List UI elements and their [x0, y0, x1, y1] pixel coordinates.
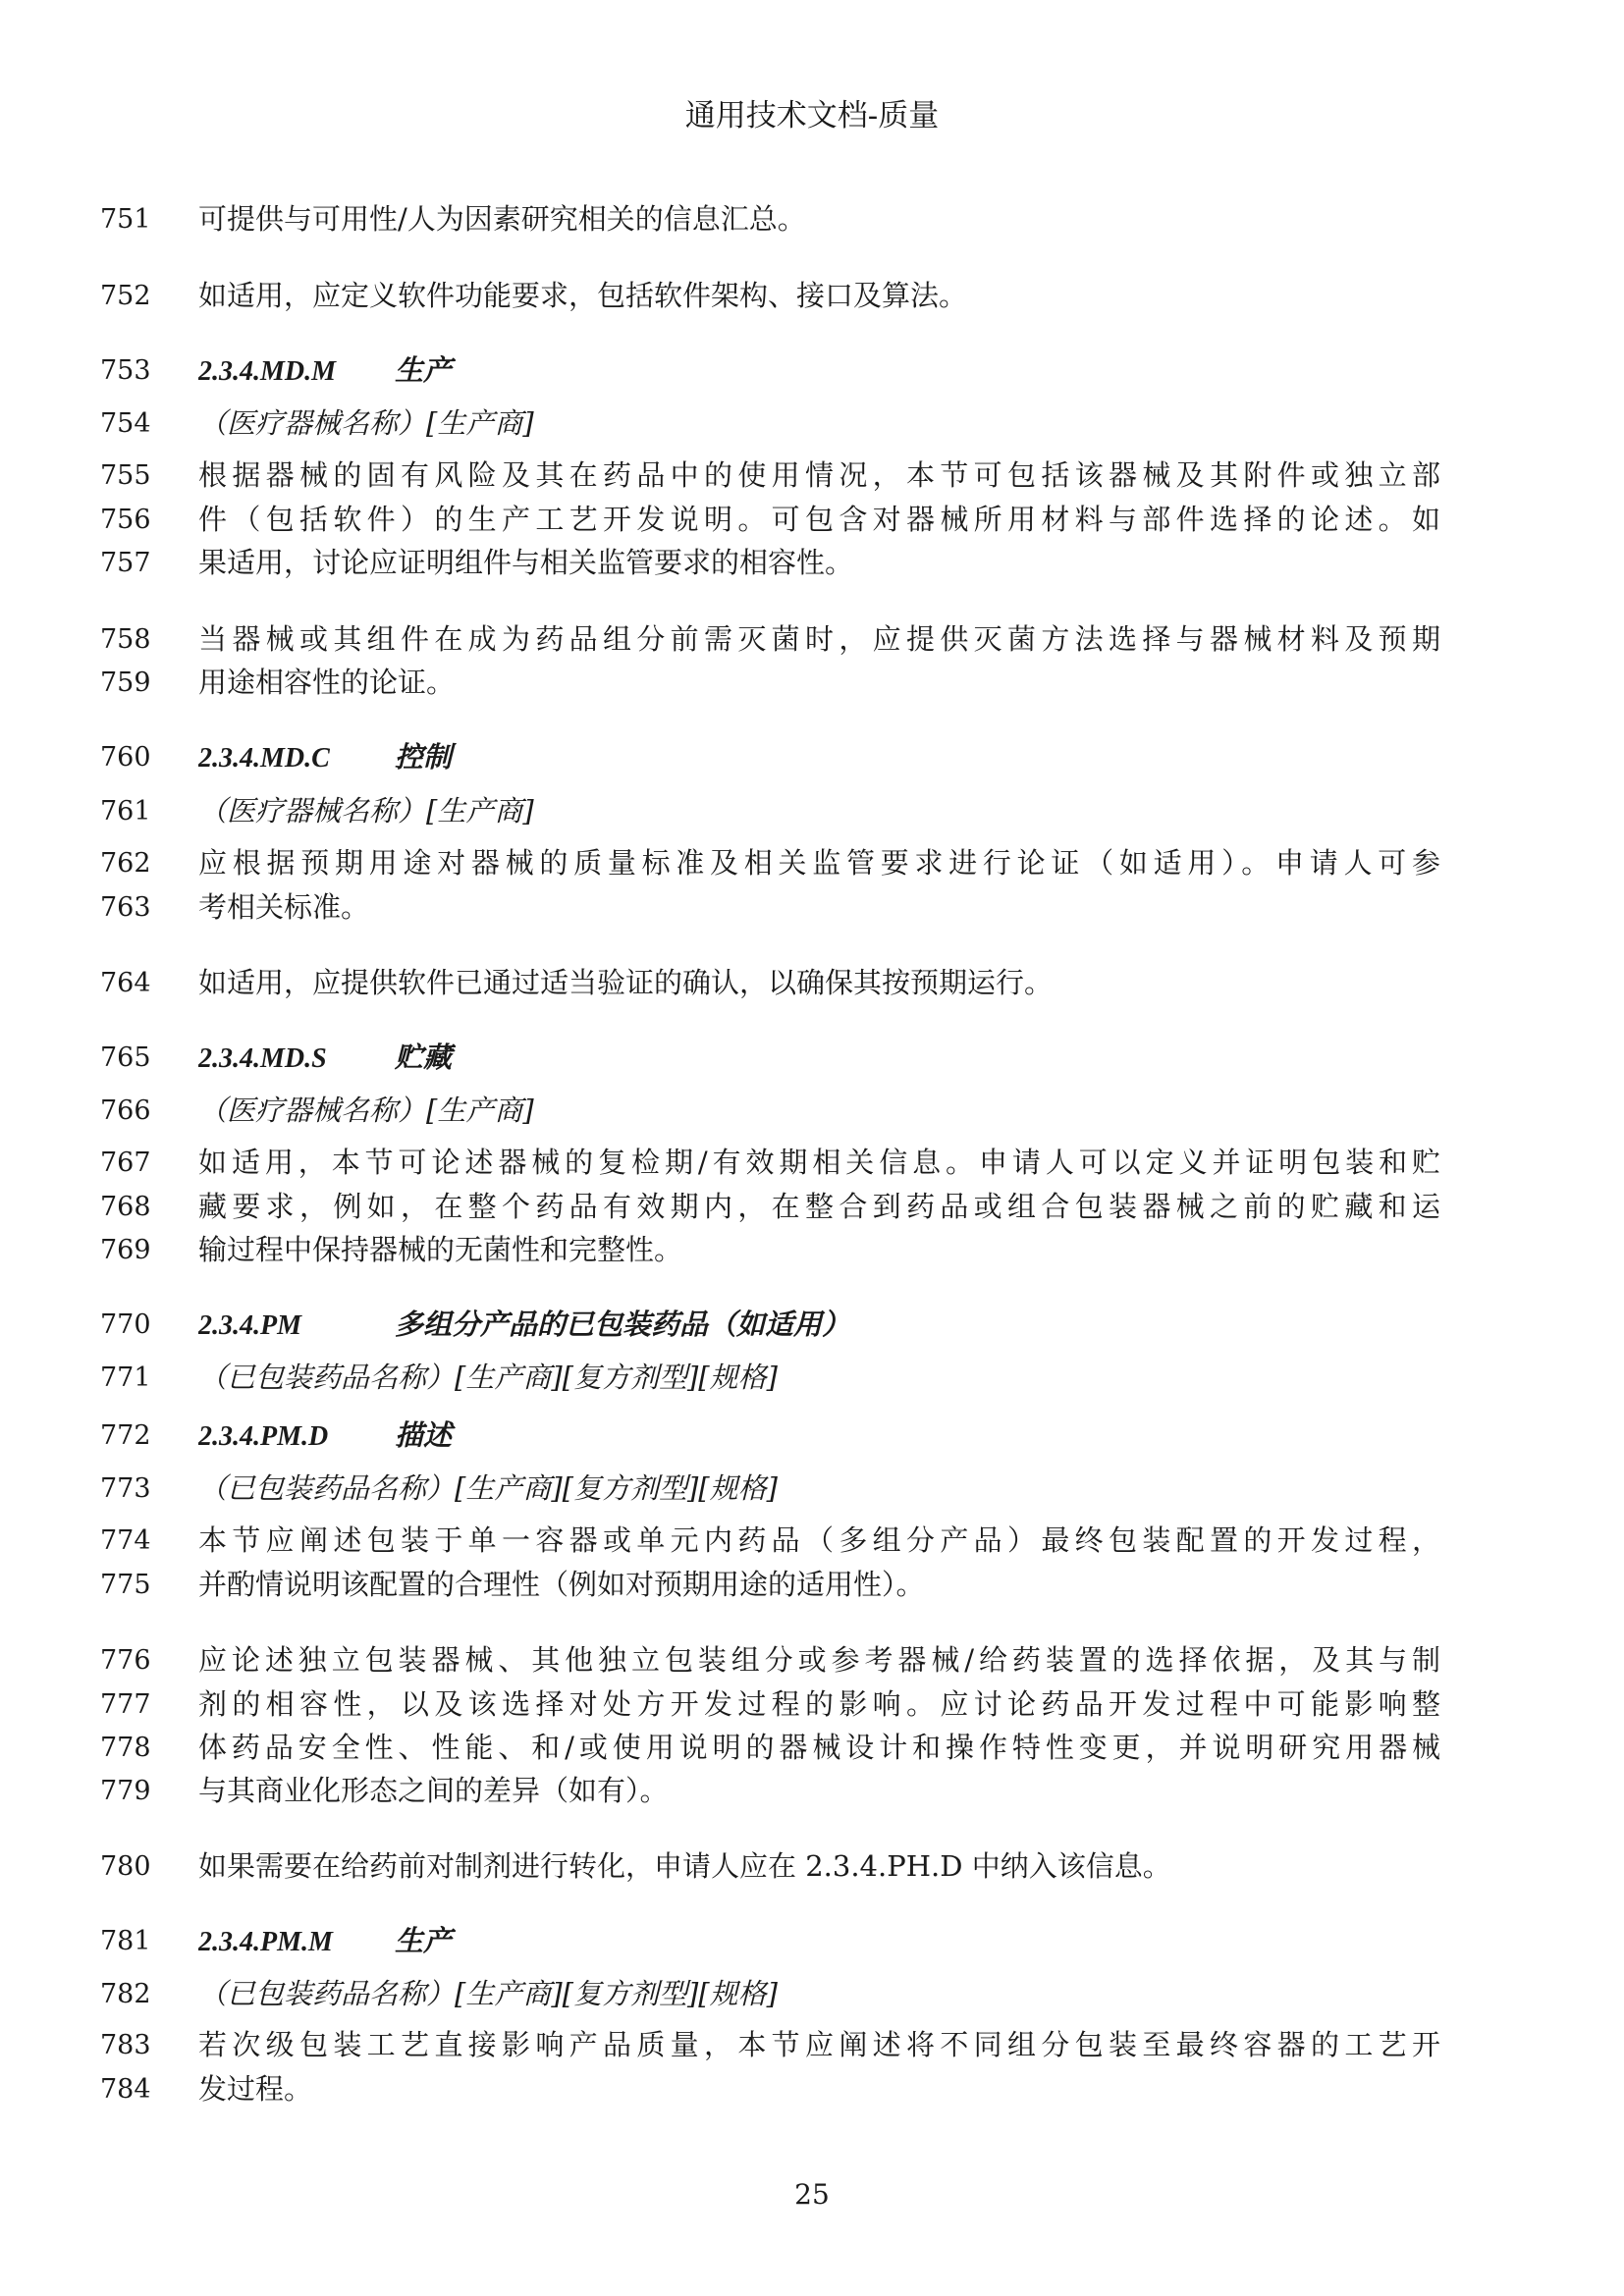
body-text-line: 果适用，讨论应证明组件与相关监管要求的相容性。: [198, 546, 854, 579]
line-number: 765: [100, 1042, 151, 1073]
section-heading: [198, 1415, 1440, 1457]
line-number: 779: [100, 1776, 151, 1806]
line-number: 761: [100, 796, 151, 827]
source-note: （已包装药品名称）[生产商][复方剂型][规格]: [198, 1471, 778, 1505]
line-number: 757: [100, 548, 151, 578]
source-note: （已包装药品名称）[生产商][复方剂型][规格]: [198, 1361, 778, 1394]
line-number: 759: [100, 667, 151, 698]
line-number: 783: [100, 2030, 151, 2060]
section-title: 生产: [395, 1924, 453, 1957]
line-number: 771: [100, 1362, 151, 1393]
section-heading: [198, 1305, 1440, 1346]
section-number: 2.3.4.PM.M: [198, 1927, 333, 1957]
source-note: （医疗器械名称）[生产商]: [198, 1094, 534, 1127]
line-number: 766: [100, 1095, 151, 1126]
line-number: 773: [100, 1473, 151, 1504]
section-number: 2.3.4.MD.M: [198, 356, 337, 387]
line-number: 777: [100, 1689, 151, 1720]
line-number: 752: [100, 281, 151, 311]
line-number: 758: [100, 624, 151, 655]
section-heading: [198, 350, 1440, 392]
body-text-line: 并酌情说明该配置的合理性（例如对预期用途的适用性）。: [198, 1568, 925, 1601]
body-text-line: 可提供与可用性/人为因素研究相关的信息汇总。: [198, 202, 806, 236]
line-number: 760: [100, 742, 151, 773]
body-text-line: 应论述独立包装器械、其他独立包装组分或参考器械/给药装置的选择依据，及其与制: [198, 1643, 1440, 1677]
body-text-line: 若次级包装工艺直接影响产品质量，本节应阐述将不同组分包装至最终容器的工艺开: [198, 2028, 1440, 2061]
body-text-line: 输过程中保持器械的无菌性和完整性。: [198, 1233, 683, 1266]
line-number: 784: [100, 2074, 151, 2105]
section-heading: [198, 737, 1440, 778]
section-heading: [198, 1921, 1440, 1962]
body-text-line: 根据器械的固有风险及其在药品中的使用情况，本节可包括该器械及其附件或独立部: [198, 458, 1440, 492]
body-text-line: 如适用，应定义软件功能要求，包括软件架构、接口及算法。: [198, 279, 968, 312]
source-note: （已包装药品名称）[生产商][复方剂型][规格]: [198, 1977, 778, 2010]
source-note: （医疗器械名称）[生产商]: [198, 794, 534, 828]
line-number: 768: [100, 1192, 151, 1222]
line-number: 778: [100, 1733, 151, 1763]
source-note: （医疗器械名称）[生产商]: [198, 406, 534, 440]
line-number: 753: [100, 355, 151, 386]
body-text-line: 件（包括软件）的生产工艺开发说明。可包含对器械所用材料与部件选择的论述。如: [198, 503, 1440, 536]
section-title: 多组分产品的已包装药品（如适用）: [395, 1308, 851, 1341]
body-text-line: 本节应阐述包装于单一容器或单元内药品（多组分产品）最终包装配置的开发过程，: [198, 1523, 1440, 1557]
section-title: 描述: [395, 1418, 453, 1452]
section-number: 2.3.4.PM.D: [198, 1421, 329, 1452]
section-number: 2.3.4.MD.S: [198, 1043, 327, 1074]
section-title: 生产: [395, 353, 453, 387]
line-number: 754: [100, 408, 151, 439]
section-title: 贮藏: [395, 1041, 453, 1074]
line-number: 769: [100, 1235, 151, 1265]
body-text-line: 如适用，本节可论述器械的复检期/有效期相关信息。申请人可以定义并证明包装和贮: [198, 1146, 1440, 1179]
line-number: 763: [100, 892, 151, 923]
body-text-line: 考相关标准。: [198, 890, 370, 924]
body-text-line: 与其商业化形态之间的差异（如有）。: [198, 1774, 669, 1807]
section-title: 控制: [395, 740, 453, 774]
section-number: 2.3.4.MD.C: [198, 743, 330, 774]
body-text-line: 如适用，应提供软件已通过适当验证的确认，以确保其按预期运行。: [198, 966, 1054, 999]
line-number: 782: [100, 1979, 151, 2009]
line-number: 775: [100, 1570, 151, 1600]
line-number: 781: [100, 1926, 151, 1956]
line-number: 751: [100, 204, 151, 235]
body-text-line: 发过程。: [198, 2072, 313, 2106]
page-number: 25: [794, 2178, 830, 2211]
line-number: 774: [100, 1525, 151, 1556]
body-text-line: 应根据预期用途对器械的质量标准及相关监管要求进行论证（如适用）。申请人可参: [198, 846, 1440, 880]
body-text-line: 如果需要在给药前对制剂进行转化，申请人应在 2.3.4.PH.D 中纳入该信息。: [198, 1849, 1171, 1883]
section-heading: [198, 1038, 1440, 1079]
line-number: 767: [100, 1148, 151, 1178]
line-number: 764: [100, 968, 151, 998]
section-number: 2.3.4.PM: [198, 1310, 301, 1341]
line-number: 755: [100, 460, 151, 491]
line-number: 770: [100, 1309, 151, 1340]
body-text-line: 藏要求，例如，在整个药品有效期内，在整合到药品或组合包装器械之前的贮藏和运: [198, 1190, 1440, 1223]
line-number: 780: [100, 1851, 151, 1882]
body-text-line: 体药品安全性、性能、和/或使用说明的器械设计和操作特性变更，并说明研究用器械: [198, 1731, 1440, 1764]
line-number: 776: [100, 1645, 151, 1676]
page-header: 通用技术文档-质量: [684, 98, 940, 133]
body-text-line: 当器械或其组件在成为药品组分前需灭菌时，应提供灭菌方法选择与器械材料及预期: [198, 622, 1440, 656]
body-text-line: 用途相容性的论证。: [198, 666, 456, 699]
line-number: 762: [100, 848, 151, 879]
line-number: 772: [100, 1420, 151, 1451]
body-text-line: 剂的相容性，以及该选择对处方开发过程的影响。应讨论药品开发过程中可能影响整: [198, 1687, 1440, 1721]
line-number: 756: [100, 505, 151, 535]
